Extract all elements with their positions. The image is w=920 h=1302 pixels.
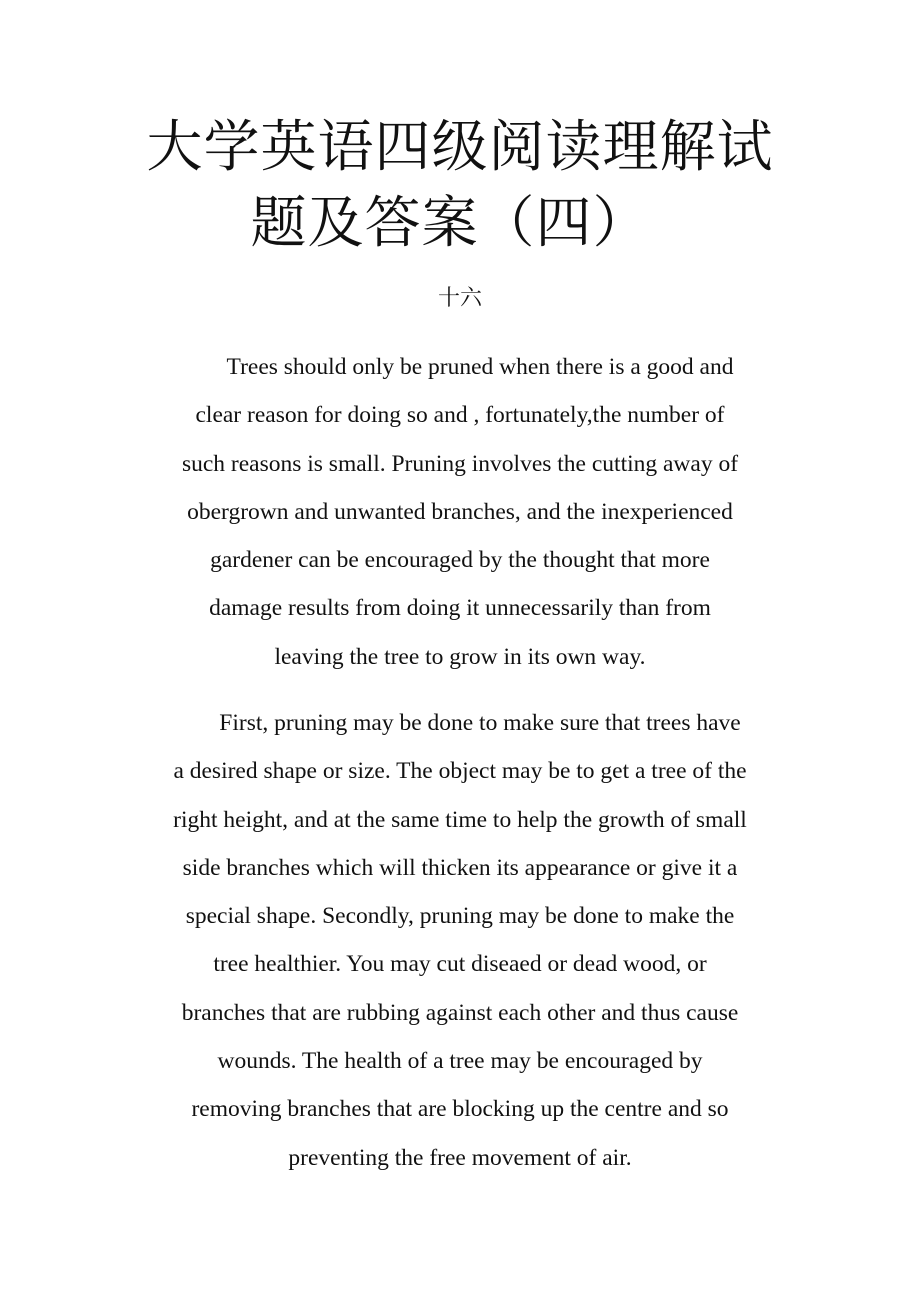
paragraph-line: clear reason for doing so and , fortunately,the number of — [195, 402, 725, 429]
paragraph-line: First, pruning may be done to make sure that trees have — [219, 710, 741, 736]
paragraph-line: wounds. The health of a tree may be encouraged by — [217, 1048, 703, 1075]
paragraph-line: tree healthier. You may cut diseaed or dead wood, or — [213, 951, 707, 978]
paragraph-line: Trees should only be pruned when there is a good and — [226, 354, 734, 380]
paragraph-line: obergrown and unwanted branches, and the inexperienced — [187, 498, 733, 525]
paragraph-line: side branches which will thicken its appearance or give it a — [182, 854, 738, 881]
document-title-line-2: 题及答案（四） — [250, 191, 650, 256]
document-title-line-1: 大学英语四级阅读理解试 — [146, 115, 774, 180]
paragraph-line: damage results from doing it unnecessarily than from — [209, 595, 711, 622]
paragraph-line: branches that are rubbing against each other and thus cause — [181, 999, 739, 1026]
paragraph-line: a desired shape or size. The object may be to get a tree of the — [173, 758, 747, 785]
section-number: 十六 — [437, 286, 482, 311]
paragraph-line: preventing the free movement of air. — [288, 1144, 632, 1171]
paragraph-line: leaving the tree to grow in its own way. — [274, 643, 646, 670]
paragraph-2 — [120, 708, 800, 1191]
paragraph-line: special shape. Secondly, pruning may be done to make the — [185, 903, 735, 930]
paragraph-line: removing branches that are blocking up the centre and so — [191, 1096, 729, 1123]
paragraph-line: such reasons is small. Pruning involves the cutting away of — [181, 450, 739, 477]
paragraph-1 — [120, 352, 800, 690]
paragraph-line: right height, and at the same time to help the growth of small — [173, 806, 747, 833]
paragraph-line: gardener can be encouraged by the thought that more — [210, 547, 710, 574]
